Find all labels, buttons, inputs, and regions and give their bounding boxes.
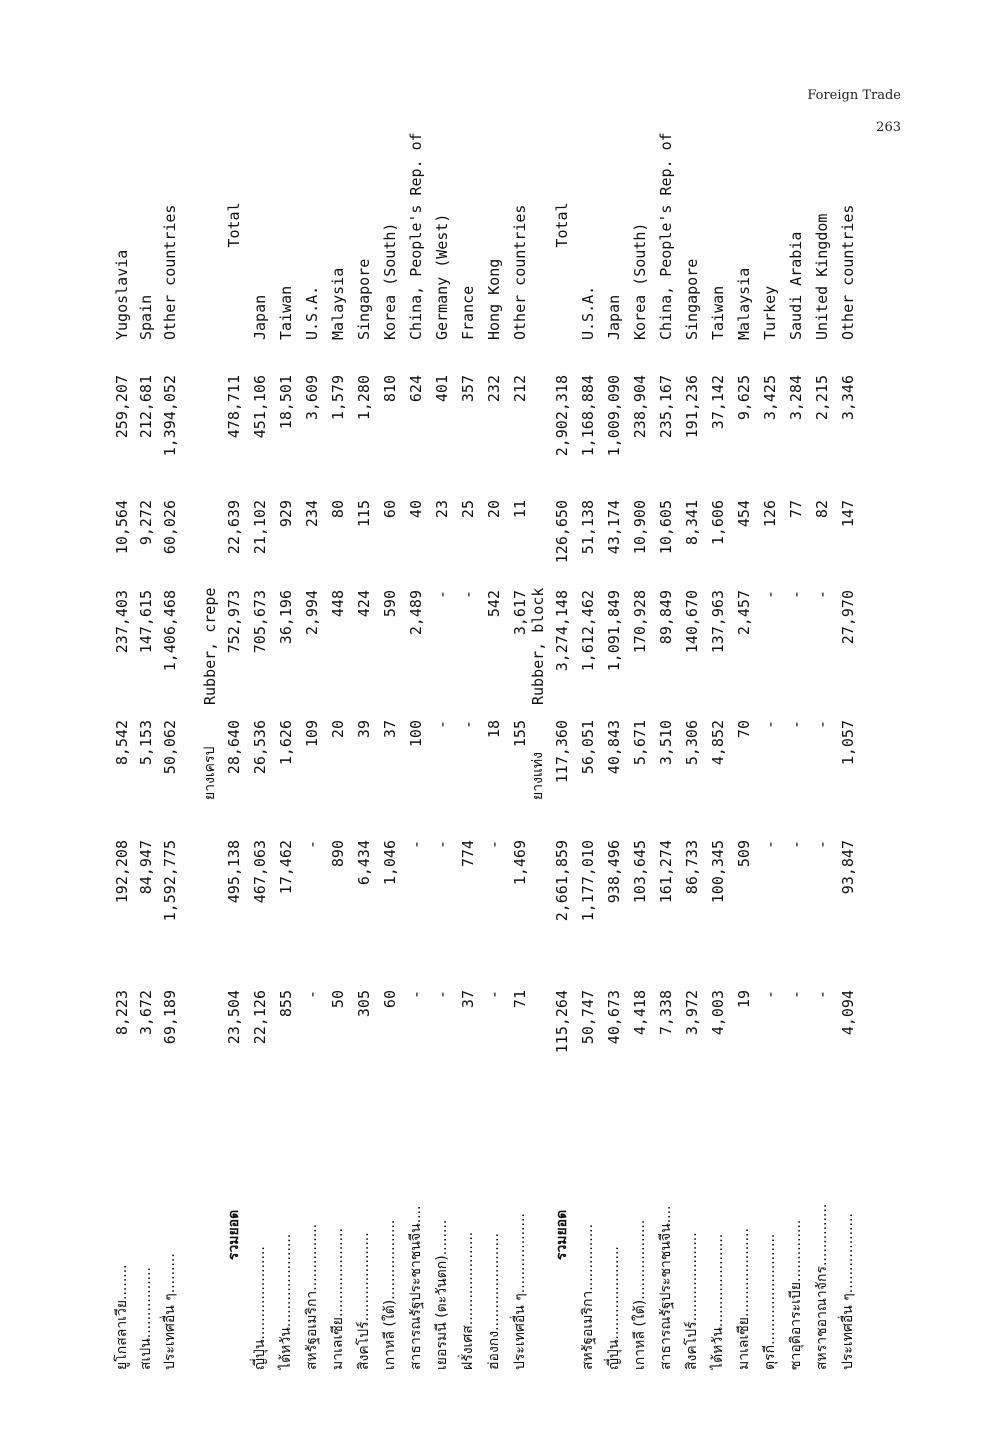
quantity-year2: 4,852 <box>709 720 727 766</box>
quantity-year3: 10,900 <box>631 500 649 555</box>
quantity-year2: 5,306 <box>683 720 701 766</box>
quantity-year3: 11 <box>511 500 529 519</box>
thai-country-name: รวมยอด <box>226 1209 242 1261</box>
value-year1: 93,847 <box>839 840 857 895</box>
english-country-name: Total <box>225 202 243 248</box>
value-year1: 467,063 <box>251 840 269 904</box>
value-year1: 1,469 <box>511 840 529 886</box>
thai-country-name: ซาอุดิอาระเบีย.............. <box>788 1219 804 1370</box>
quantity-year3: 25 <box>459 500 477 519</box>
value-year3: 451,106 <box>251 375 269 439</box>
quantity-year3: 115 <box>355 500 373 528</box>
thai-country-name: ญี่ปุ่น..................... <box>606 1246 622 1370</box>
table-row <box>654 132 678 1370</box>
english-country-name: Other countries <box>161 204 179 340</box>
table-row <box>628 220 652 1370</box>
quantity-year1: 8,223 <box>113 990 131 1036</box>
quantity-year3: 10,605 <box>657 500 675 555</box>
quantity-year3: 126,650 <box>553 500 571 564</box>
value-year1: 161,274 <box>657 840 675 904</box>
value-year3: 1,009,090 <box>605 375 623 457</box>
english-country-name: Malaysia <box>329 267 347 340</box>
quantity-year1: - <box>485 990 503 1000</box>
quantity-year3: 21,102 <box>251 500 269 555</box>
thai-country-name: สิงคโปร์.................... <box>684 1232 700 1370</box>
value-year2: 590 <box>381 590 399 618</box>
quantity-year2: 8,542 <box>113 720 131 766</box>
value-year2: 89,849 <box>657 590 675 645</box>
thai-country-name: เยอรมนี (ตะวันตก)........ <box>434 1219 450 1370</box>
quantity-year2: - <box>433 720 451 730</box>
english-country-name: France <box>459 285 477 340</box>
value-year1: - <box>407 840 425 850</box>
table-row <box>732 220 756 1370</box>
quantity-year3: 77 <box>787 500 805 519</box>
thai-country-name: ประเทศอื่น ๆ.................. <box>840 1213 856 1370</box>
table-row <box>706 220 730 1370</box>
english-country-name: Japan <box>605 294 623 340</box>
quantity-year2: 39 <box>355 720 373 739</box>
quantity-year2: 70 <box>735 720 753 739</box>
value-year1: 6,434 <box>355 840 373 886</box>
value-year3: 212,681 <box>137 375 155 439</box>
value-year2: 2,994 <box>303 590 321 636</box>
value-year3: 3,346 <box>839 375 857 421</box>
thai-country-name: ยูโกสลาเวีย........ <box>114 1264 130 1370</box>
value-year3: 810 <box>381 375 399 403</box>
quantity-year2: 50,062 <box>161 720 179 775</box>
section-heading-crepe <box>198 220 222 1370</box>
table-total-row <box>222 202 246 1370</box>
quantity-year3: 10,564 <box>113 500 131 555</box>
quantity-year3: 23 <box>433 500 451 519</box>
value-year2: 140,670 <box>683 590 701 654</box>
thai-country-name: ประเทศอื่น ๆ.................. <box>512 1213 528 1370</box>
table-row <box>352 220 376 1370</box>
table-row <box>378 220 402 1370</box>
value-year3: 1,394,052 <box>161 375 179 457</box>
table-row <box>784 220 808 1370</box>
english-country-name: China, People's Rep. of <box>657 132 675 340</box>
quantity-year2: - <box>761 720 779 730</box>
value-year1: 938,496 <box>605 840 623 904</box>
table-row <box>274 220 298 1370</box>
value-year3: 401 <box>433 375 451 403</box>
value-year1: 1,046 <box>381 840 399 886</box>
english-country-name: Korea (South) <box>631 222 649 340</box>
value-year3: 1,579 <box>329 375 347 421</box>
quantity-year1: 50 <box>329 990 347 1009</box>
value-year3: 1,280 <box>355 375 373 421</box>
quantity-year3: 929 <box>277 500 295 528</box>
table-row <box>680 220 704 1370</box>
value-year1: 86,733 <box>683 840 701 895</box>
value-year2: 1,612,462 <box>579 590 597 672</box>
quantity-year1: 4,418 <box>631 990 649 1036</box>
quantity-year3: 8,341 <box>683 500 701 546</box>
english-country-name: Singapore <box>355 258 373 340</box>
quantity-year2: 37 <box>381 720 399 739</box>
thai-country-name: สิงคโปร์.................... <box>356 1232 372 1370</box>
thai-country-name: มาเลเซีย.................... <box>736 1228 752 1370</box>
value-year1: 774 <box>459 840 477 868</box>
quantity-year1: 71 <box>511 990 529 1009</box>
english-country-name: Turkey <box>761 285 779 340</box>
value-year2: - <box>761 590 779 600</box>
value-year2: - <box>787 590 805 600</box>
value-year2: 147,615 <box>137 590 155 654</box>
table-row <box>248 220 272 1370</box>
quantity-year3: 454 <box>735 500 753 528</box>
english-country-name: Yugoslavia <box>113 249 131 340</box>
quantity-year1: 60 <box>381 990 399 1009</box>
thai-country-name: ไต้หวัน..................... <box>710 1233 726 1370</box>
quantity-year2: - <box>813 720 831 730</box>
value-year2: 705,673 <box>251 590 269 654</box>
quantity-year3: 147 <box>839 500 857 528</box>
value-year3: 18,501 <box>277 375 295 430</box>
quantity-year1: - <box>433 990 451 1000</box>
section-label-english: Rubber, crepe <box>201 587 219 705</box>
value-year1: 509 <box>735 840 753 868</box>
value-year3: 37,142 <box>709 375 727 430</box>
quantity-year1: 7,338 <box>657 990 675 1036</box>
table-row <box>158 204 182 1370</box>
table-row <box>810 213 834 1370</box>
value-year1: - <box>433 840 451 850</box>
section-label-thai: ยางเครป <box>202 746 218 800</box>
table-row <box>576 220 600 1370</box>
table-row <box>456 220 480 1370</box>
quantity-year2: 5,153 <box>137 720 155 766</box>
value-year2: - <box>433 590 451 600</box>
thai-country-name: รวมยอด <box>554 1209 570 1261</box>
value-year2: 237,403 <box>113 590 131 654</box>
english-country-name: United Kingdom <box>813 213 831 340</box>
section-label-english: Rubber, block <box>529 587 547 705</box>
english-country-name: Germany (West) <box>433 213 451 340</box>
quantity-year2: 109 <box>303 720 321 748</box>
value-year3: 2,902,318 <box>553 375 571 457</box>
quantity-year2: 26,536 <box>251 720 269 775</box>
thai-country-name: ฝรั่งเศส..................... <box>460 1231 476 1370</box>
quantity-year1: 37 <box>459 990 477 1009</box>
english-country-name: Taiwan <box>709 285 727 340</box>
value-year1: 192,208 <box>113 840 131 904</box>
value-year3: 238,904 <box>631 375 649 439</box>
thai-country-name: ญี่ปุ่น..................... <box>252 1246 268 1370</box>
quantity-year1: 4,094 <box>839 990 857 1036</box>
quantity-year1: 115,264 <box>553 990 571 1054</box>
value-year2: 3,274,148 <box>553 590 571 672</box>
quantity-year3: 126 <box>761 500 779 528</box>
quantity-year2: 1,057 <box>839 720 857 766</box>
english-country-name: U.S.A. <box>303 285 321 340</box>
value-year1: 890 <box>329 840 347 868</box>
value-year2: 36,196 <box>277 590 295 645</box>
english-country-name: Spain <box>137 294 155 340</box>
value-year3: 9,625 <box>735 375 753 421</box>
value-year3: 2,215 <box>813 375 831 421</box>
value-year1: 100,345 <box>709 840 727 904</box>
quantity-year2: 117,360 <box>553 720 571 784</box>
value-year3: 259,207 <box>113 375 131 439</box>
value-year2: 1,091,849 <box>605 590 623 672</box>
english-country-name: Korea (South) <box>381 222 399 340</box>
quantity-year3: 9,272 <box>137 500 155 546</box>
quantity-year2: 100 <box>407 720 425 748</box>
value-year3: 235,167 <box>657 375 675 439</box>
value-year2: 3,617 <box>511 590 529 636</box>
value-year2: 424 <box>355 590 373 618</box>
value-year1: 17,462 <box>277 840 295 895</box>
value-year3: 3,609 <box>303 375 321 421</box>
quantity-year2: 28,640 <box>225 720 243 775</box>
quantity-year1: 3,672 <box>137 990 155 1036</box>
english-country-name: Malaysia <box>735 267 753 340</box>
quantity-year1: 4,003 <box>709 990 727 1036</box>
value-year3: 357 <box>459 375 477 403</box>
value-year2: 542 <box>485 590 503 618</box>
table-row <box>758 220 782 1370</box>
value-year1: - <box>787 840 805 850</box>
quantity-year3: 22,639 <box>225 500 243 555</box>
running-header-title: Foreign Trade <box>807 88 901 103</box>
english-country-name: Saudi Arabia <box>787 231 805 340</box>
quantity-year3: 82 <box>813 500 831 519</box>
thai-country-name: เกาหลี (ใต้).................. <box>632 1219 648 1370</box>
thai-country-name: สาธารณรัฐประชาชนจีน.... <box>658 1205 674 1370</box>
table-row <box>602 220 626 1370</box>
quantity-year1: 69,189 <box>161 990 179 1045</box>
quantity-year2: 5,671 <box>631 720 649 766</box>
quantity-year2: 18 <box>485 720 503 739</box>
quantity-year3: 51,138 <box>579 500 597 555</box>
quantity-year2: 155 <box>511 720 529 748</box>
thai-country-name: เกาหลี (ใต้).................. <box>382 1219 398 1370</box>
english-country-name: U.S.A. <box>579 285 597 340</box>
quantity-year2: - <box>787 720 805 730</box>
quantity-year3: 20 <box>485 500 503 519</box>
value-year3: 1,168,884 <box>579 375 597 457</box>
quantity-year1: - <box>787 990 805 1000</box>
quantity-year3: 80 <box>329 500 347 519</box>
value-year1: 1,177,010 <box>579 840 597 922</box>
value-year1: 2,661,859 <box>553 840 571 922</box>
value-year2: 448 <box>329 590 347 618</box>
quantity-year3: 60,026 <box>161 500 179 555</box>
quantity-year2: 1,626 <box>277 720 295 766</box>
quantity-year2: - <box>459 720 477 730</box>
thai-country-name: สหรัฐอเมริกา............... <box>580 1223 596 1370</box>
table-row <box>836 204 860 1370</box>
value-year2: - <box>813 590 831 600</box>
quantity-year1: 19 <box>735 990 753 1009</box>
value-year1: - <box>761 840 779 850</box>
table-row <box>326 220 350 1370</box>
quantity-year1: - <box>761 990 779 1000</box>
english-country-name: Japan <box>251 294 269 340</box>
quantity-year1: 305 <box>355 990 373 1018</box>
quantity-year2: 20 <box>329 720 347 739</box>
quantity-year2: 3,510 <box>657 720 675 766</box>
english-country-name: China, People's Rep. of <box>407 132 425 340</box>
value-year1: 1,592,775 <box>161 840 179 922</box>
thai-country-name: ประเทศอื่น ๆ......... <box>162 1253 178 1370</box>
value-year3: 3,284 <box>787 375 805 421</box>
quantity-year3: 40 <box>407 500 425 519</box>
quantity-year1: 40,673 <box>605 990 623 1045</box>
value-year3: 478,711 <box>225 375 243 439</box>
value-year3: 624 <box>407 375 425 403</box>
value-year1: - <box>485 840 503 850</box>
value-year1: - <box>303 840 321 850</box>
table-row <box>430 213 454 1370</box>
quantity-year2: 56,051 <box>579 720 597 775</box>
quantity-year1: - <box>407 990 425 1000</box>
table-row <box>482 220 506 1370</box>
quantity-year1: 22,126 <box>251 990 269 1045</box>
quantity-year3: 60 <box>381 500 399 519</box>
quantity-year3: 234 <box>303 500 321 528</box>
value-year3: 212 <box>511 375 529 403</box>
table-row <box>134 220 158 1370</box>
value-year2: 2,489 <box>407 590 425 636</box>
quantity-year1: - <box>813 990 831 1000</box>
thai-country-name: สหราชอาณาจักร.............. <box>814 1203 830 1370</box>
quantity-year1: 50,747 <box>579 990 597 1045</box>
english-country-name: Hong Kong <box>485 258 503 340</box>
value-year1: 495,138 <box>225 840 243 904</box>
table-total-row <box>550 202 574 1370</box>
value-year2: 27,970 <box>839 590 857 645</box>
english-country-name: Other countries <box>839 204 857 340</box>
value-year2: 2,457 <box>735 590 753 636</box>
thai-country-name: ฮ่องกง...................... <box>486 1232 502 1370</box>
thai-country-name: สเปน................ <box>138 1267 154 1370</box>
value-year3: 3,425 <box>761 375 779 421</box>
value-year2: - <box>459 590 477 600</box>
quantity-year1: 855 <box>277 990 295 1018</box>
value-year2: 752,973 <box>225 590 243 654</box>
value-year2: 137,963 <box>709 590 727 654</box>
quantity-year3: 1,606 <box>709 500 727 546</box>
thai-country-name: ตุรกี......................... <box>762 1233 778 1370</box>
section-heading-block <box>526 220 550 1370</box>
thai-country-name: ไต้หวัน..................... <box>278 1233 294 1370</box>
section-label-thai: ยางแท่ง <box>530 752 546 800</box>
english-country-name: Taiwan <box>277 285 295 340</box>
value-year3: 191,236 <box>683 375 701 439</box>
quantity-year1: 23,504 <box>225 990 243 1045</box>
table-row <box>404 132 428 1370</box>
english-country-name: Singapore <box>683 258 701 340</box>
english-country-name: Other countries <box>511 204 529 340</box>
rotated-trade-table <box>90 132 890 1370</box>
table-row <box>300 220 324 1370</box>
page-number: 263 <box>876 120 901 135</box>
value-year1: 103,645 <box>631 840 649 904</box>
quantity-year1: 3,972 <box>683 990 701 1036</box>
thai-country-name: มาเลเซีย.................... <box>330 1228 346 1370</box>
value-year1: 84,947 <box>137 840 155 895</box>
english-country-name: Total <box>553 202 571 248</box>
value-year3: 232 <box>485 375 503 403</box>
quantity-year1: - <box>303 990 321 1000</box>
value-year2: 1,406,468 <box>161 590 179 672</box>
thai-country-name: สหรัฐอเมริกา............... <box>304 1223 320 1370</box>
value-year1: - <box>813 840 831 850</box>
value-year2: 170,928 <box>631 590 649 654</box>
table-row <box>110 220 134 1370</box>
quantity-year3: 43,174 <box>605 500 623 555</box>
quantity-year2: 40,843 <box>605 720 623 775</box>
thai-country-name: สาธารณรัฐประชาชนจีน.... <box>408 1205 424 1370</box>
